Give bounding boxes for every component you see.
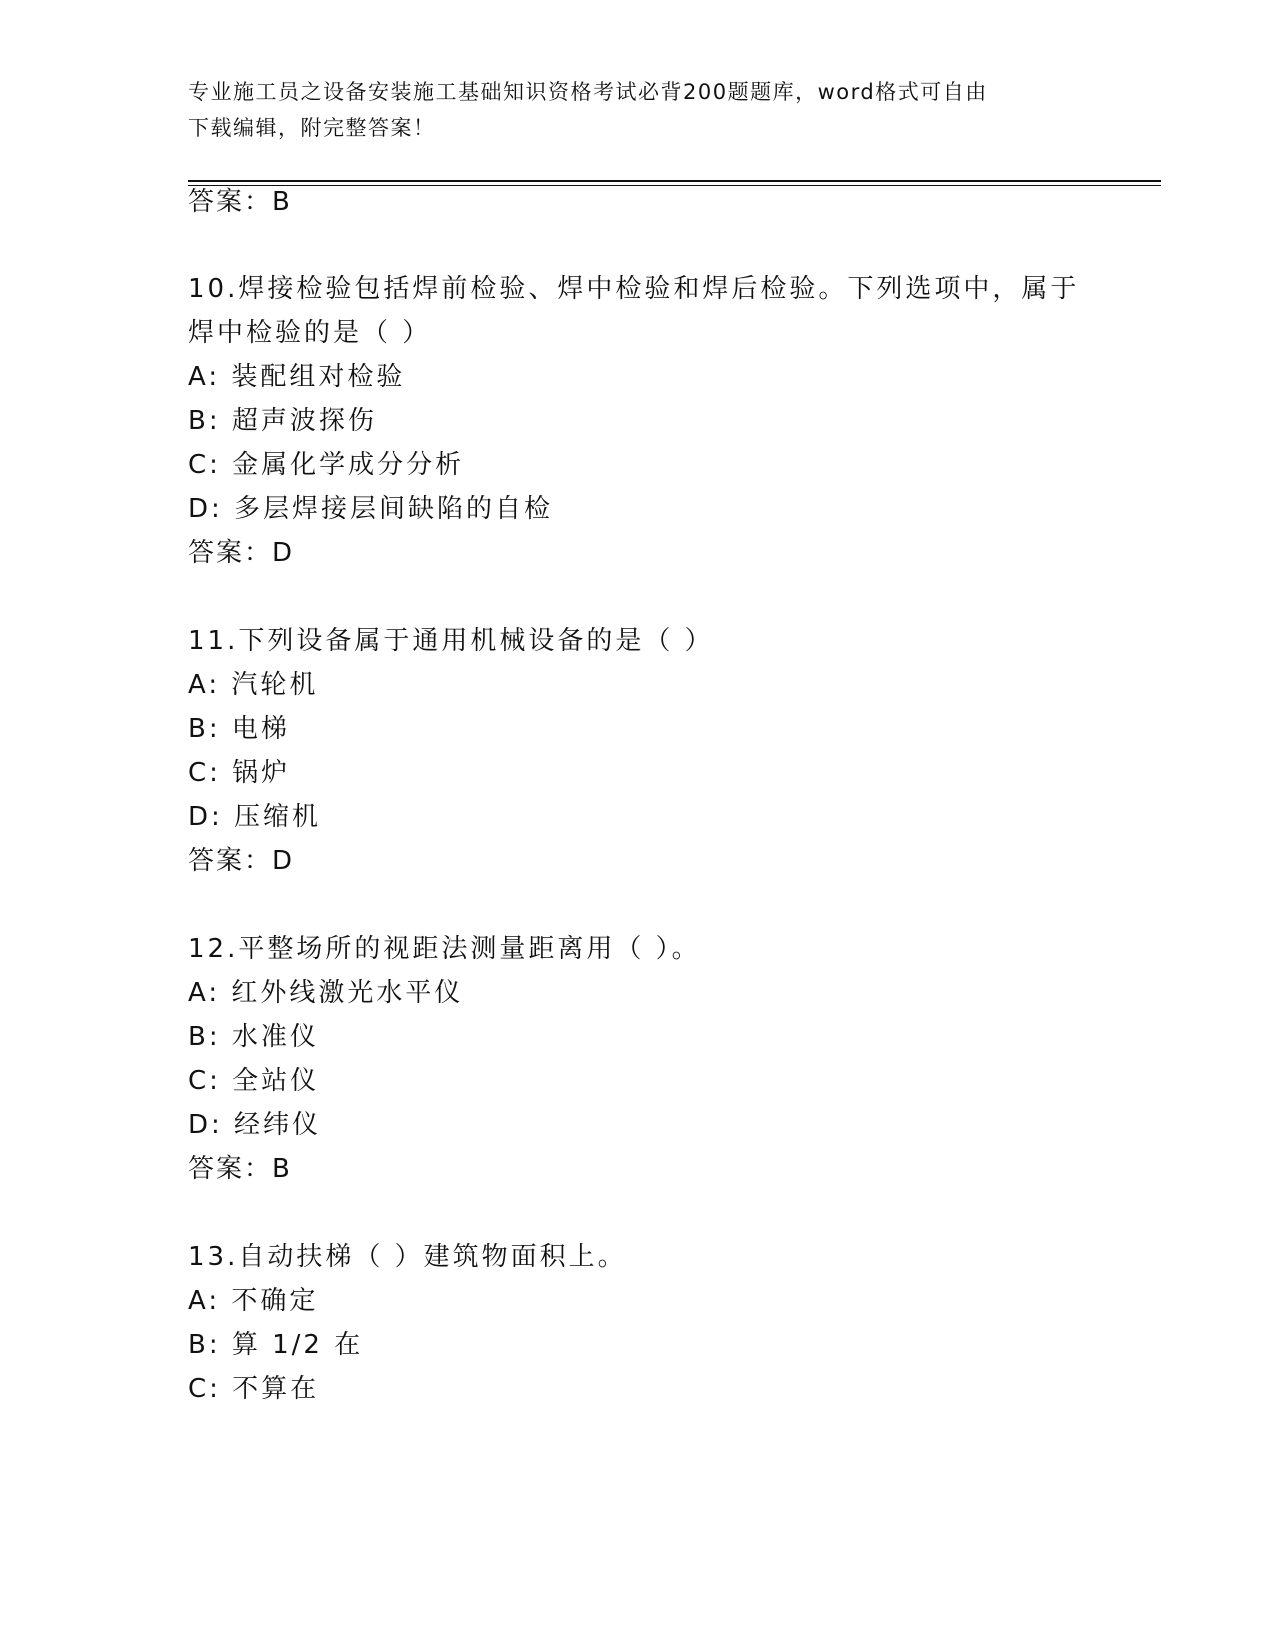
question-stem: 11.下列设备属于通用机械设备的是（ ） [188,626,714,656]
question-stem-continued: 焊中检验的是（ ） [188,318,432,348]
option-c: C: 金属化学成分分析 [188,450,465,480]
question-stem: 12.平整场所的视距法测量距离用（ ）。 [188,934,701,964]
option-d: D: 经纬仪 [188,1110,322,1140]
question-stem: 13.自动扶梯（ ）建筑物面积上。 [188,1242,627,1272]
question-stem: 10.焊接检验包括焊前检验、焊中检验和焊后检验。下列选项中，属于 [188,274,1080,304]
header-divider-thick [188,180,1161,182]
option-a: A: 装配组对检验 [188,362,406,392]
document-title-line-2: 下载编辑，附完整答案！ [188,116,436,140]
answer: 答案：D [188,538,295,568]
option-a: A: 汽轮机 [188,670,319,700]
option-d: D: 多层焊接层间缺陷的自检 [188,494,554,524]
option-c: C: 全站仪 [188,1066,320,1096]
option-b: B: 电梯 [188,714,290,744]
option-b: B: 水准仪 [188,1022,319,1052]
option-d: D: 压缩机 [188,802,322,832]
option-b: B: 算 1/2 在 [188,1330,364,1360]
header-divider-thin [188,185,1161,186]
option-b: B: 超声波探伤 [188,406,377,436]
option-a: A: 不确定 [188,1286,319,1316]
option-a: A: 红外线激光水平仪 [188,978,464,1008]
document-title [188,74,1088,146]
document-title-line-1: 专业施工员之设备安装施工基础知识资格考试必背200题题库，word格式可自由 [188,80,988,104]
option-c: C: 锅炉 [188,758,291,788]
answer: 答案：B [188,1154,292,1184]
previous-answer: 答案：B [188,187,292,217]
option-c: C: 不算在 [188,1374,320,1404]
answer: 答案：D [188,846,295,876]
